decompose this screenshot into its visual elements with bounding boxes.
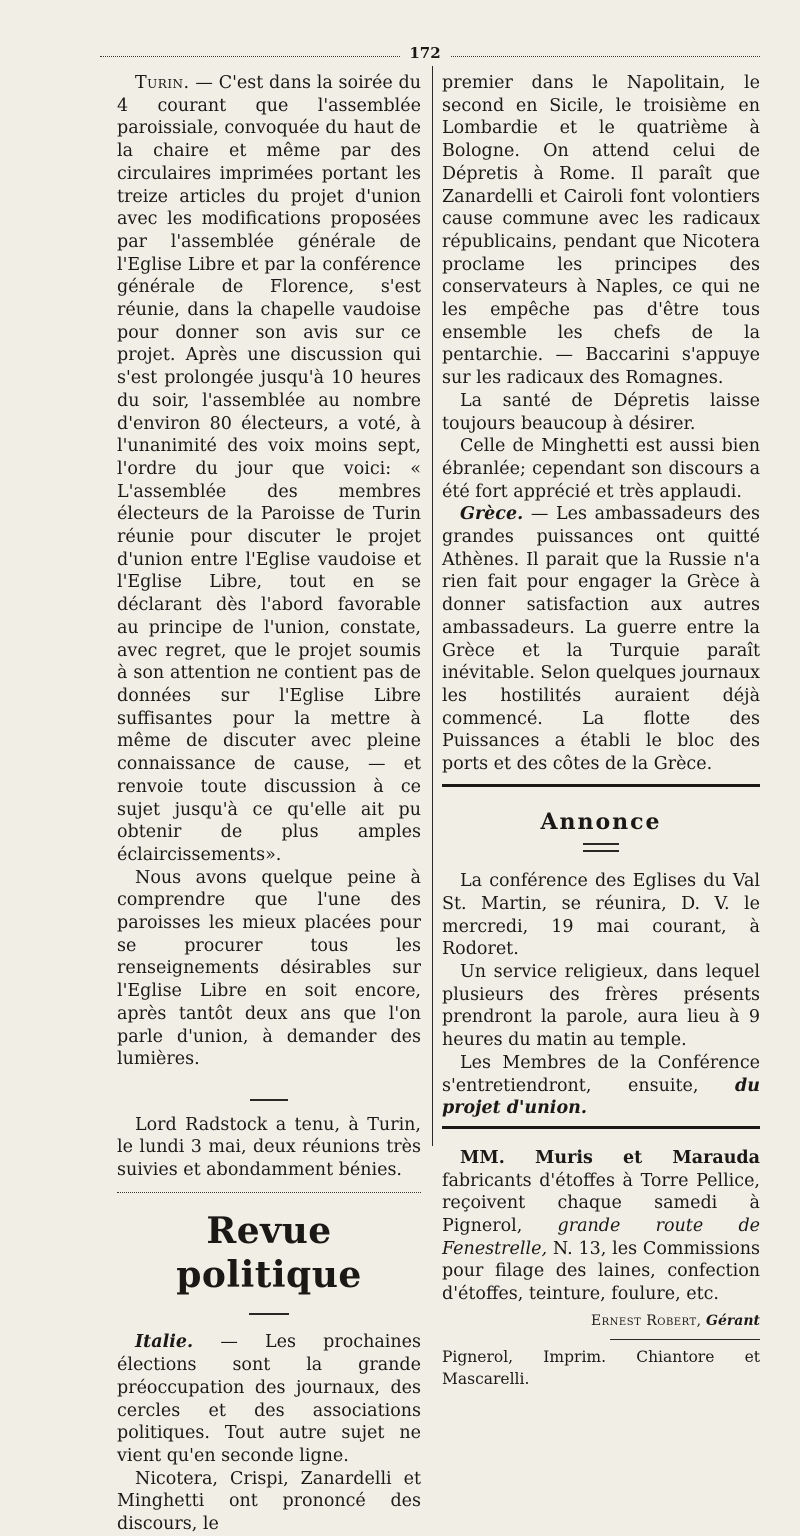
section-dotted-rule: [117, 1192, 421, 1193]
continuation-paragraph: premier dans le Napolitain, le second en Sicile, le troisième en Lombardie et le quatrième à Bologne. On attend celui de Dépretis à Rome. Il paraît que Zanardelli et Cairoli font volontiers cause commune avec les radicaux républicains, pendant que Nicotera proclame les principes des conservateurs à Naples, ce qui ne les empêche pas d'être tous ensemble les chefs de la pentarchie. — Baccarini s'appuye sur les radicaux des Romagnes.: [442, 73, 760, 389]
merchant-advert: [442, 1147, 760, 1306]
grece-label: Grèce.: [460, 504, 524, 525]
merchant-names: MM. Muris et Marauda: [460, 1147, 760, 1168]
annonce-paragraph-3: [442, 1052, 760, 1120]
signature-name: Ernest Robert,: [590, 1312, 702, 1329]
annonce-end-rule: [442, 1126, 760, 1129]
merchant-text-italic: grande route de Fenestrelle,: [442, 1216, 761, 1259]
annonce-paragraph-3-text: Les Membres de la Conférence s'entretiendront, ensuite,: [442, 1052, 760, 1096]
annonce-double-rule: [442, 836, 760, 859]
article-separator: [117, 1085, 421, 1108]
title-underline: [117, 1299, 421, 1322]
annonce-paragraph-3-italic: du projet d'union.: [442, 1075, 760, 1119]
nicotera-paragraph: Nicotera, Crispi, Zanardelli et Minghetti ont prononcé des discours, le: [117, 1468, 421, 1535]
italie-text: — Les prochaines élections sont la grande préoccupation des journaux, des cercles et des associations politiques. Tout autre sujet ne vient qu'en seconde ligne.: [117, 1332, 421, 1466]
turin-article: [117, 72, 421, 867]
left-column: [117, 72, 421, 1536]
turin-label: Turin.: [135, 73, 190, 93]
merchant-text-1: fabricants d'étoffes à Torre Pellice, reçoivent chaque samedi à Pignerol,: [442, 1170, 760, 1237]
italie-label: Italie.: [135, 1332, 194, 1353]
depretis-health-paragraph: La santé de Dépretis laisse toujours beaucoup à désirer.: [442, 390, 760, 434]
page-number: 172: [400, 44, 450, 62]
annonce-paragraph-1: La conférence des Eglises du Val St. Martin, se réunira, D. V. le mercredi, 19 mai courant, à Rodoret.: [442, 871, 760, 960]
signature-rule: [610, 1339, 760, 1340]
annonce-title: Annonce: [540, 808, 662, 835]
section-thick-rule: [442, 784, 760, 787]
minghetti-paragraph: Celle de Minghetti est aussi bien ébranlée; cependant son discours a été fort apprécié et très applaudi.: [442, 436, 760, 502]
merchant-text-2: N. 13, les Commissions pour filage des laines, confection d'étoffes, teinture, foulure, etc.: [442, 1238, 760, 1305]
signature-title: Gérant: [706, 1312, 760, 1329]
radstock-paragraph: Lord Radstock a tenu, à Turin, le lundi 3 mai, deux réunions très suivies et abondamment bénies.: [117, 1114, 421, 1181]
signature: [442, 1310, 760, 1333]
comment-paragraph: Nous avons quelque peine à comprendre que l'une des paroisses les mieux placées pour se procurer tous les renseignements désirables sur l'Eglise Libre en soit encore, après tantôt deux ans que l'on parle d'union, à demander des lumières.: [117, 867, 421, 1070]
annonce-paragraph-2: Un service religieux, dans lequel plusieurs des frères présents prendront la parole, aura lieu à 9 heures du matin au temple.: [442, 962, 760, 1051]
turin-text: — C'est dans la soirée du 4 courant que l'assemblée paroissiale, convoquée du haut de la chaire et même par des circulaires imprimées portant les treize articles du projet d'union avec les modifications proposées par l'assemblée générale de l'Eglise Libre et par la conférence générale de Florence, s'est réunie, dans la chapelle vaudoise pour donner son avis sur ce projet. Après une discussion qui s'est prolongée jusqu'à 10 heures du soir, l'assemblée au nombre d'environ 80 électeurs, a voté, à l'unanimité des voix moins sept, l'ordre du jour que voici: « L'assemblée des membres électeurs de la Paroisse de Turin réunie pour discuter le projet d'union entre l'Eglise vaudoise et l'Eglise Libre, tout en se déclarant dès l'abord favorable au principe de l'union, constate, avec regret, que le projet soumis à son attention ne contient pas de données sur l'Eglise Libre suffisantes pour la mettre à même de discuter avec pleine connaissance de cause, — et renvoie toute discussion à ce sujet jusqu'à ce qu'elle ait pu obtenir de plus amples éclaircissements».: [117, 73, 421, 865]
italie-article: [117, 1331, 421, 1467]
grece-text: — Les ambassadeurs des grandes puissances ont quitté Athènes. Il parait que la Russie n'a rien fait pour engager la Grèce à donner satisfaction aux autres ambassadeurs. La guerre entre la Grèce et la Turquie paraît inévitable. Selon quelques journaux les hostilités auraient déjà commencé. La flotte des Puissances a établi le bloc des ports et des côtes de la Grèce.: [442, 504, 761, 775]
column-divider: [432, 66, 433, 1146]
revue-politique-title: Revue politique: [176, 1209, 362, 1296]
printer-line: Pignerol, Imprim. Chiantore et Mascarelli.: [442, 1347, 760, 1389]
grece-article: [442, 503, 760, 775]
right-column: [442, 72, 760, 1391]
